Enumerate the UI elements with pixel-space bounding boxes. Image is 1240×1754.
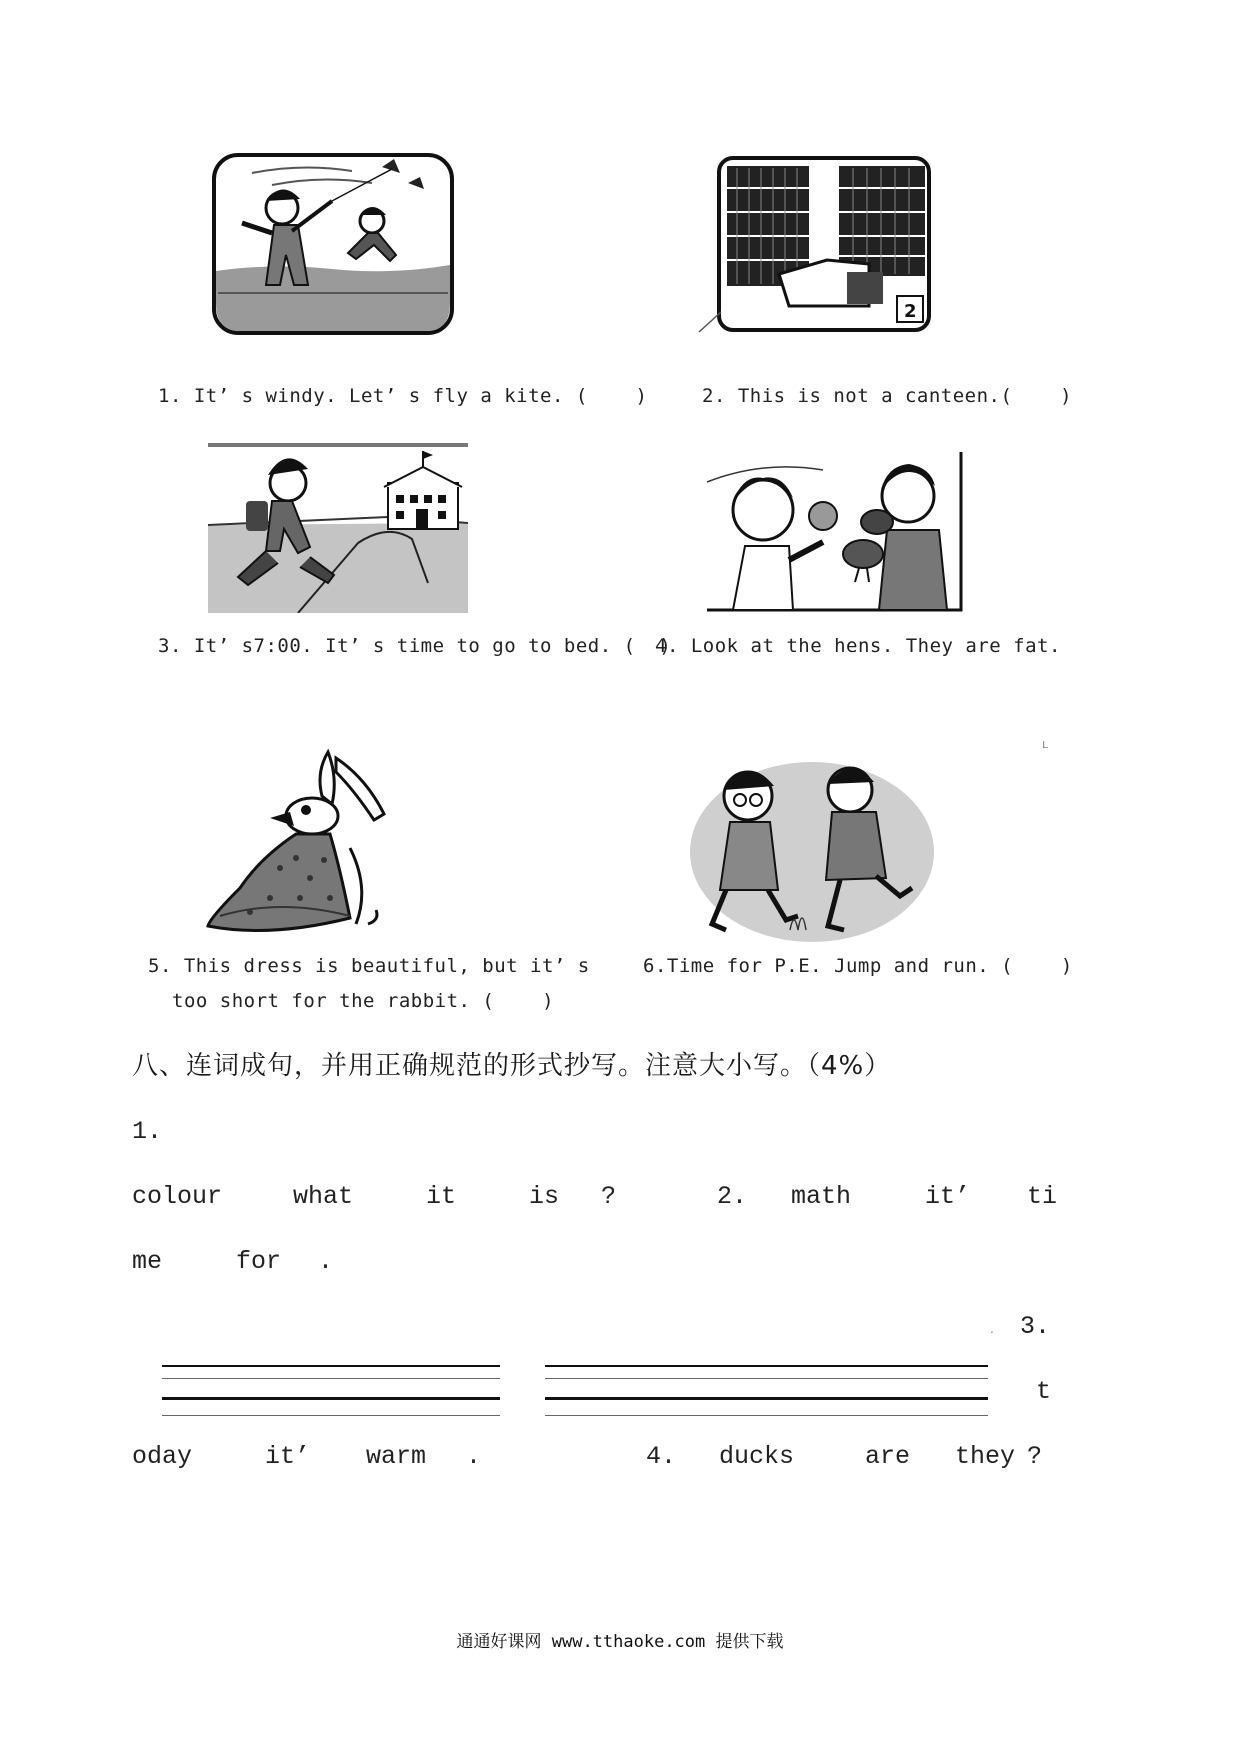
caption-5-line2: too short for the rabbit. ( ): [172, 990, 555, 1012]
word: ?: [601, 1182, 617, 1211]
section-heading: 八、连词成句，并用正确规范的形式抄写。注意大小写。（4%）: [132, 1051, 892, 1081]
word: they: [955, 1442, 1016, 1471]
word: oday: [132, 1442, 193, 1471]
exercise-number-3: 3.: [1020, 1312, 1051, 1341]
word: .: [318, 1247, 334, 1276]
caption-3: 3. It’ s7:00. It’ s time to go to bed. ( ): [158, 635, 672, 657]
picture-school: [208, 443, 468, 613]
word: are: [865, 1442, 911, 1471]
svg-text:2: 2: [904, 301, 917, 322]
word: 2.: [717, 1182, 748, 1211]
caption-1: 1. It’ s windy. Let’ s fly a kite. ( ): [158, 385, 648, 407]
word: what: [293, 1182, 354, 1211]
picture-hens: [703, 450, 965, 613]
caption-4: 4. Look at the hens. They are fat.: [655, 635, 1061, 657]
word: ducks: [719, 1442, 795, 1471]
word: it’: [265, 1442, 311, 1471]
word: .: [466, 1442, 482, 1471]
word: colour: [132, 1182, 223, 1211]
picture-pe: [690, 760, 950, 942]
caption-6: 6.Time for P.E. Jump and run. ( ): [643, 955, 1073, 977]
writing-lines-left[interactable]: [162, 1365, 500, 1417]
word: ?: [1027, 1442, 1043, 1471]
word: for: [236, 1247, 282, 1276]
margin-mark: ʟ: [1042, 737, 1049, 751]
picture-library: [697, 156, 932, 334]
dot-mark: .: [990, 1322, 994, 1336]
caption-2: 2. This is not a canteen.( ): [702, 385, 1073, 407]
word: math: [791, 1182, 852, 1211]
footer-text: 通通好课网 www.tthaoke.com 提供下载: [456, 1632, 784, 1652]
word: is: [529, 1182, 560, 1211]
picture-rabbit: [200, 748, 445, 936]
word: ti: [1027, 1182, 1058, 1211]
word: t: [1036, 1377, 1052, 1406]
word: it’: [925, 1182, 971, 1211]
exercise-number-1: 1.: [132, 1117, 163, 1146]
word: warm: [366, 1442, 427, 1471]
picture-kite: [212, 153, 454, 335]
word: me: [132, 1247, 163, 1276]
writing-lines-right[interactable]: [545, 1365, 988, 1417]
word: 4.: [646, 1442, 677, 1471]
word: it: [426, 1182, 457, 1211]
caption-5-line1: 5. This dress is beautiful, but it’ s: [148, 955, 590, 977]
